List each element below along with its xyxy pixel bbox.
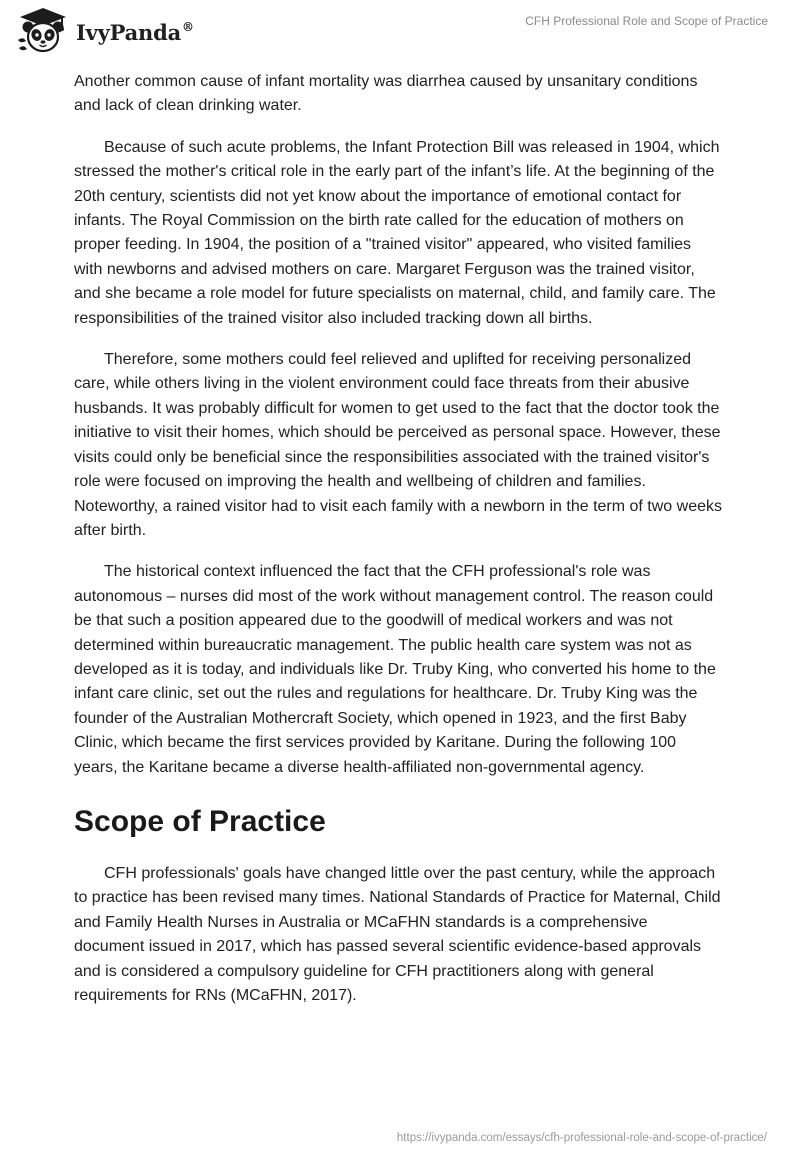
logo-wordmark: IvyPanda® <box>76 19 194 45</box>
essay-body <box>74 70 722 1025</box>
page-header <box>0 0 800 60</box>
paragraph-2: Because of such acute problems, the Infant Protection Bill was released in 1904, which stressed the mother's critical role in the early part of the infant’s life. At the beginning of the 20th century, scientists did not yet know about the importance of emotional contact for infants. The Royal Commission on the birth rate called for the education of mothers on proper feeding. In 1904, the position of a "trained visitor" appeared, who visited families with newborns and advised mothers on care. Margaret Ferguson was the trained visitor, and she became a role model for future specialists on maternal, child, and family care. The responsibilities of the trained visitor also included tracking down all births. <box>74 138 720 327</box>
section-heading: Scope of Practice <box>74 804 326 838</box>
ivypanda-logo[interactable] <box>14 6 194 56</box>
paragraph-1: Another common cause of infant mortality was diarrhea caused by unsanitary conditions and lack of clean drinking water. <box>74 73 698 115</box>
panda-graduate-icon <box>14 6 72 56</box>
section-paragraph: CFH professionals' goals have changed little over the past century, while the approach to practice has been revised many times. National Standards of Practice for Maternal, Child and Family Health Nurses in Australia or MCaFHN standards is a comprehensive document issued in 2017, which has passed several scientific evidence-based approvals and is considered a compulsory guideline for CFH practitioners along with general requirements for RNs (MCaFHN, 2017). <box>74 864 721 1004</box>
document-title: CFH Professional Role and Scope of Practice <box>525 14 768 28</box>
paragraph-4: The historical context influenced the fact that the CFH professional's role was autonomous – nurses did most of the work without management control. The reason could be that such a position appeared due to the goodwill of medical workers and was not determined within bureaucratic management. The public health care system was not as developed as it is today, and individuals like Dr. Truby King, who converted his home to the infant care clinic, set out the rules and regulations for healthcare. Dr. Truby King was the founder of the Australian Mothercraft Society, which opened in 1923, and the first Baby Clinic, which became the first services provided by Karitane. During the following 100 years, the Karitane became a diverse health-affiliated non-governmental agency. <box>74 563 716 776</box>
source-url[interactable]: https://ivypanda.com/essays/cfh-professional-role-and-scope-of-practice/ <box>396 1132 767 1144</box>
paragraph-3: Therefore, some mothers could feel relieved and uplifted for receiving personalized care, while others living in the violent environment could face threats from their abusive husbands. It was probably difficult for women to get used to the fact that the doctor took the initiative to visit their homes, which should be perceived as personal space. However, these visits could only be beneficial since the responsibilities associated with the trained visitor's role were focused on improving the health and wellbeing of children and families. Noteworthy, a rained visitor had to visit each family with a newborn in the term of two weeks after birth. <box>74 351 722 539</box>
